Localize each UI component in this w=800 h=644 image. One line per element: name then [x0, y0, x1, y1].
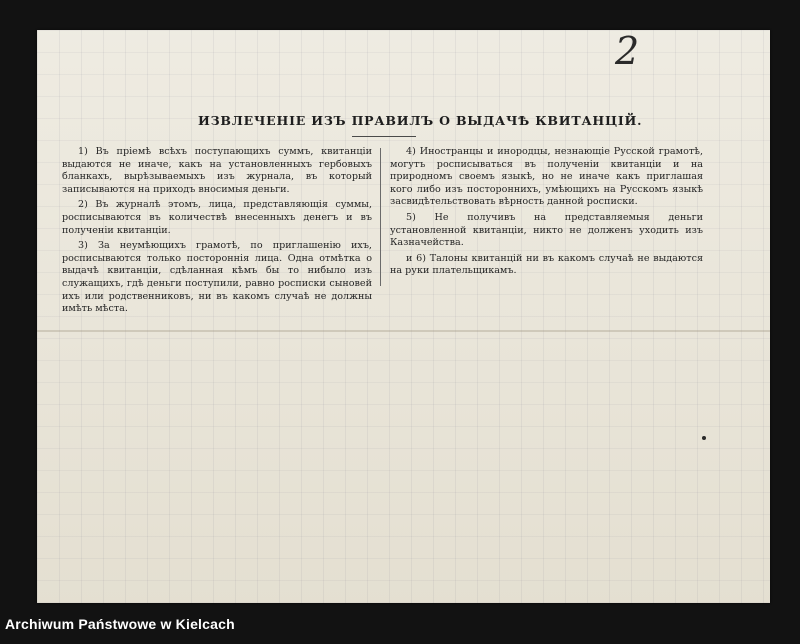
rule-paragraph-5: 5) Не получивъ на представляемыя деньги установленной квитанціи, никто не долженъ уходить изъ Казначейства.	[390, 211, 703, 249]
rule-paragraph-4: 4) Иностранцы и инородцы, незнающіе Русской грамотѣ, могутъ росписываться въ полученіи квитанціи и на природномъ своемъ языкѣ, но не иначе какъ приглашая кого либо изъ постороннихъ, умѣющихъ на Русскомъ языкѣ засвидѣтельствовать вѣрность данной росписки.	[390, 146, 703, 208]
document-title: ИЗВЛЕЧЕНІЕ ИЗЪ ПРАВИЛЪ О ВЫДАЧѢ КВИТАНЦІЙ.	[198, 113, 643, 128]
right-column	[390, 146, 703, 281]
handwritten-page-number: 2	[615, 29, 640, 73]
rule-paragraph-6: и 6) Талоны квитанцій ни въ какомъ случаѣ не выдаются на руки плательщикамъ.	[390, 252, 703, 277]
paper-fold	[37, 330, 770, 332]
rule-paragraph-2: 2) Въ журналѣ этомъ, лица, представляющія суммы, росписываются въ количествѣ внесенныхъ денегъ и въ полученіи квитанціи.	[62, 199, 372, 236]
rule-paragraph-3: 3) За неумѣющихъ грамотѣ, по приглашенію ихъ, росписываются только постороннія лица. Одна отмѣтка о выдачѣ квитанціи, сдѣланная кѣмъ бы то нибыло изъ служащихъ, гдѣ деньги поступили, равно росписки сыновей ихъ или родственниковъ, ни въ какомъ случаѣ не должны имѣть мѣста.	[62, 240, 372, 315]
rule-paragraph-1: 1) Въ пріемѣ всѣхъ поступающихъ суммъ, квитанціи выдаются не иначе, какъ на установленныхъ гербовыхъ бланкахъ, вырѣзываемыхъ изъ журнала, въ который записываются на приходъ вносимыя деньги.	[62, 146, 372, 195]
ink-dot	[702, 436, 706, 440]
left-column	[62, 146, 372, 319]
column-divider	[380, 148, 381, 286]
title-underline	[352, 136, 416, 137]
archive-label: Archiwum Państwowe w Kielcach	[5, 616, 235, 632]
